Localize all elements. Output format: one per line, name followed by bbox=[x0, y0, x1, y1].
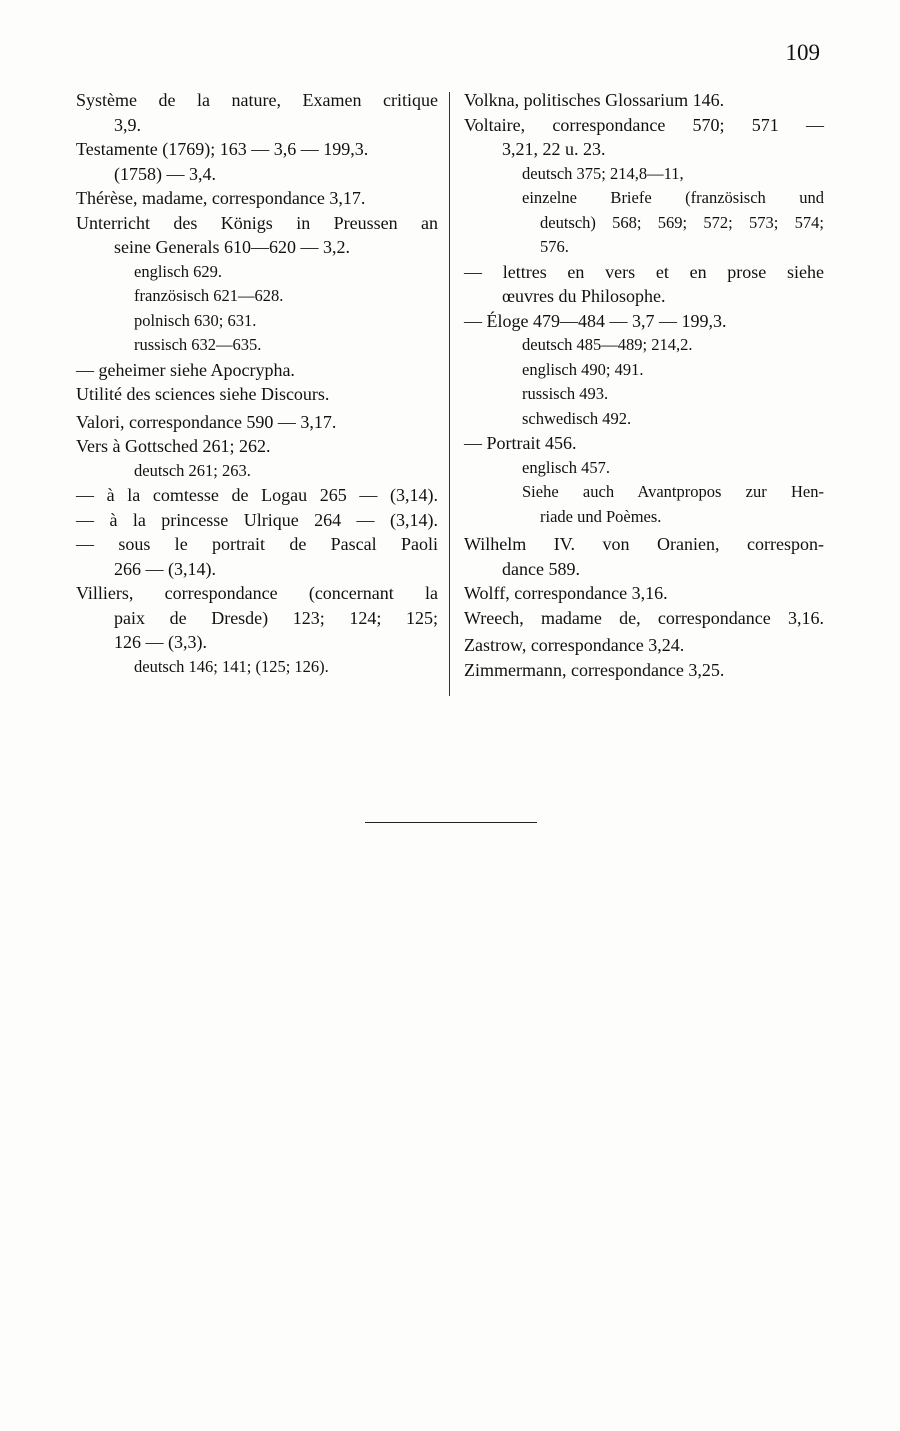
index-entry-line: — sous le portrait de Pascal Paoli bbox=[76, 534, 438, 554]
index-entry-line: Wilhelm IV. von Oranien, correspon- bbox=[464, 534, 824, 554]
index-entry-line: 266 — (3,14). bbox=[114, 558, 216, 579]
index-entry-line: seine Generals 610—620 — 3,2. bbox=[114, 237, 350, 257]
index-entry-line: (1758) — 3,4. bbox=[114, 163, 216, 184]
index-entry-line: russisch 493. bbox=[522, 384, 609, 403]
index-entry-line: Villiers, correspondance (concernant la bbox=[76, 583, 438, 603]
page-number: 109 bbox=[785, 40, 820, 65]
index-entry-line: — geheimer siehe Apocrypha. bbox=[76, 359, 295, 380]
end-rule bbox=[365, 822, 537, 823]
index-entry-line: — à la princesse Ulrique 264 — (3,14). bbox=[76, 509, 438, 530]
index-entry-line: Voltaire, correspondance 570; 571 — bbox=[464, 114, 824, 135]
index-entry-line: 3,21, 22 u. 23. bbox=[502, 139, 606, 159]
index-entry-line: deutsch) 568; 569; 572; 573; 574; bbox=[540, 212, 824, 232]
index-entry-line: Volkna, politisches Glossarium 146. bbox=[464, 90, 725, 110]
index-entry-line: riade und Poèmes. bbox=[540, 506, 662, 526]
index-entry-line: englisch 629. bbox=[134, 261, 222, 281]
index-entry-line: Utilité des sciences siehe Discours. bbox=[76, 384, 330, 404]
index-entry-line: Vers à Gottsched 261; 262. bbox=[76, 436, 271, 456]
index-entry-line: englisch 457. bbox=[522, 457, 610, 477]
index-entry-line: schwedisch 492. bbox=[522, 408, 632, 428]
index-entry-line: dance 589. bbox=[502, 558, 580, 579]
index-entry-line: Wolff, correspondance 3,16. bbox=[464, 583, 668, 603]
index-entry-line: paix de Dresde) 123; 124; 125; bbox=[114, 607, 438, 628]
index-entry-line: — Portrait 456. bbox=[464, 433, 577, 453]
index-entry-line: Siehe auch Avantpropos zur Hen- bbox=[522, 482, 824, 501]
index-entry-line: Zimmermann, correspondance 3,25. bbox=[464, 659, 725, 680]
index-entry-line: 576. bbox=[540, 237, 569, 256]
index-entry-line: Thérèse, madame, correspondance 3,17. bbox=[76, 188, 366, 208]
index-entry-line: französisch 621—628. bbox=[134, 286, 284, 305]
index-entry-line: deutsch 146; 141; (125; 126). bbox=[134, 656, 329, 676]
index-entry-line: — à la comtesse de Logau 265 — (3,14). bbox=[76, 485, 438, 505]
index-entry-line: œuvres du Philosophe. bbox=[502, 286, 666, 306]
index-entry-line: einzelne Briefe (französisch und bbox=[522, 188, 824, 207]
index-entry-line: 3,9. bbox=[114, 114, 141, 135]
index-entry-line: Système de la nature, Examen critique bbox=[76, 90, 438, 110]
index-entry-line: Wreech, madame de, correspondance 3,16. bbox=[464, 607, 824, 628]
index-column-right bbox=[464, 88, 824, 682]
index-entry-line: — Éloge 479—484 — 3,7 — 199,3. bbox=[464, 310, 727, 331]
index-entry-line: polnisch 630; 631. bbox=[134, 310, 257, 330]
index-entry-line: deutsch 485—489; 214,2. bbox=[522, 335, 693, 354]
index-entry-line: — lettres en vers et en prose siehe bbox=[464, 261, 824, 282]
column-divider bbox=[449, 92, 450, 696]
index-column-left bbox=[76, 88, 438, 679]
index-entry-line: Zastrow, correspondance 3,24. bbox=[464, 635, 685, 655]
index-entry-line: 126 — (3,3). bbox=[114, 632, 207, 652]
index-entry-line: russisch 632—635. bbox=[134, 335, 262, 354]
index-entry-line: Unterricht des Königs in Preussen an bbox=[76, 212, 438, 233]
index-entry-line: Testamente (1769); 163 — 3,6 — 199,3. bbox=[76, 139, 369, 159]
index-entry-line: deutsch 375; 214,8—11, bbox=[522, 163, 684, 183]
index-entry-line: Valori, correspondance 590 — 3,17. bbox=[76, 411, 337, 432]
index-entry-line: deutsch 261; 263. bbox=[134, 460, 251, 480]
index-entry-line: englisch 490; 491. bbox=[522, 359, 644, 379]
